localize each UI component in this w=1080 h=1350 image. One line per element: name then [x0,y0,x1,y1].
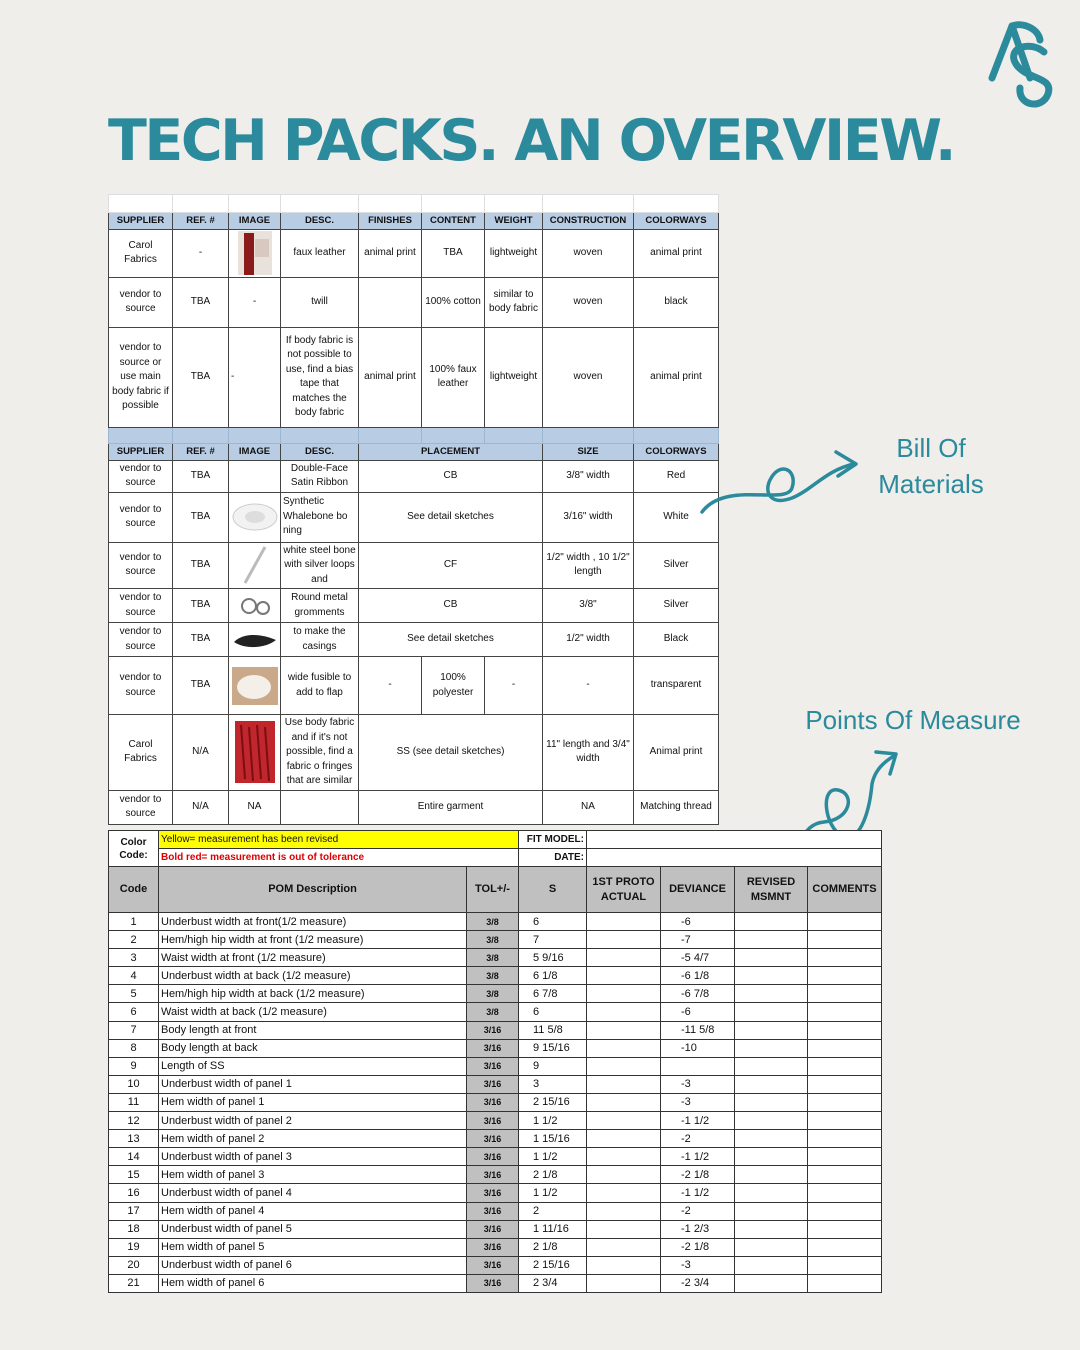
bom-top-strip [109,195,719,213]
bill-of-materials-annotation: Bill Of Materials [878,433,984,500]
pom-row: 15 Hem width of panel 3 3/16 2 1/8 -2 1/8 [109,1166,882,1184]
pom-row: 6 Waist width at back (1/2 measure) 3/8 6 -6 [109,1003,882,1021]
pom-row: 2 Hem/high hip width at front (1/2 measure) 3/8 7 -7 [109,931,882,949]
pom-row: 20 Underbust width of panel 6 3/16 2 15/16 -3 [109,1256,882,1274]
bom-row: vendor to source TBA - twill 100% cotton similar to body fabric woven black [109,277,719,327]
points-of-measure-annotation: Points Of Measure [805,705,1021,735]
bom-trim-row: vendor to source TBA to make the casings See detail sketches 1/2" width Black [109,623,719,657]
pom-row: 16 Underbust width of panel 4 3/16 1 1/2 -1 1/2 [109,1184,882,1202]
bom-arrow-icon [696,440,866,530]
pom-row: 11 Hem width of panel 1 3/16 2 15/16 -3 [109,1093,882,1111]
brand-logo-icon [982,18,1062,110]
pom-row: 4 Underbust width at back (1/2 measure) 3/8 6 1/8 -6 1/8 [109,967,882,985]
pom-row: 17 Hem width of panel 4 3/16 2 -2 [109,1202,882,1220]
casing-tape-image [229,623,281,657]
pom-row: 8 Body length at back 3/16 9 15/16 -10 [109,1039,882,1057]
whalebone-swatch-image [229,492,281,542]
bom-trim-row: vendor to source TBA Round metal gromments CB 3/8" Silver [109,589,719,623]
bill-of-materials-table [108,194,718,825]
pom-row: 1 Underbust width at front(1/2 measure) 3/8 6 -6 [109,913,882,931]
bom-trim-row: vendor to source TBA Synthetic Whalebone bo ning See detail sketches 3/16" width White [109,492,719,542]
bom-trim-row: Carol Fabrics N/A Use body fabric and if it's not possible, find a fabric o fringes that are similar SS (see detail sketches) 11" length and 3/4" width Animal print [109,715,719,791]
bom-row: vendor to source or use main body fabric if possible TBA - If body fabric is not possible to use, find a bias tape that matches the body fabric animal print 100% faux leather lightweight woven animal print [109,327,719,427]
pom-row: 12 Underbust width of panel 2 3/16 1 1/2 -1 1/2 [109,1112,882,1130]
points-of-measure-table [108,830,881,1293]
pom-row: 10 Underbust width of panel 1 3/16 3 -3 [109,1075,882,1093]
pom-row: 9 Length of SS 3/16 9 [109,1057,882,1075]
pom-row: 19 Hem width of panel 5 3/16 2 1/8 -2 1/8 [109,1238,882,1256]
page-title: TECH PACKS. AN OVERVIEW. [108,108,955,174]
pom-row: 18 Underbust width of panel 5 3/16 1 11/16 -1 2/3 [109,1220,882,1238]
out-of-tolerance-legend: Bold red= measurement is out of tolerance [159,849,519,867]
bom-trims-header-row: SUPPLIER REF. # IMAGE DESC. PLACEMENT SIZE COLORWAYS [109,443,719,460]
pom-row: 21 Hem width of panel 6 3/16 2 3/4 -2 3/4 [109,1274,882,1292]
bom-trim-row: vendor to source TBA wide fusible to add to flap - 100% polyester - - transparent [109,657,719,715]
revised-legend: Yellow= measurement has been revised [159,831,519,849]
faux-leather-swatch-image [229,229,281,277]
bom-header-row: SUPPLIER REF. # IMAGE DESC. FINISHES CONTENT WEIGHT CONSTRUCTION COLORWAYS [109,213,719,230]
fringe-fabric-image [229,715,281,791]
pom-row: 7 Body length at front 3/16 11 5/8 -11 5/8 [109,1021,882,1039]
bom-trim-row: vendor to source TBA Double-Face Satin Ribbon CB 3/8" width Red [109,460,719,492]
pom-row: 14 Underbust width of panel 3 3/16 1 1/2 -1 1/2 [109,1148,882,1166]
color-code-row: Color Code: Yellow= measurement has been revised FIT MODEL: [109,831,882,849]
pom-row: 13 Hem width of panel 2 3/16 1 15/16 -2 [109,1130,882,1148]
grommet-image [229,589,281,623]
pom-row: 3 Waist width at front (1/2 measure) 3/8 5 9/16 -5 4/7 [109,949,882,967]
pom-rows [109,913,882,1293]
pom-header-row: Code POM Description TOL+/- S 1ST PROTO ACTUAL DEVIANCE REVISED MSMNT COMMENTS [109,867,882,913]
fusible-roll-image [229,657,281,715]
bom-row: Carol Fabrics - faux leather animal print TBA lightweight woven animal print [109,229,719,277]
bom-trim-row: vendor to source TBA white steel bone with silver loops and CF 1/2" width , 10 1/2" length Silver [109,542,719,589]
bom-trim-row: vendor to source N/A NA Entire garment NA Matching thread [109,790,719,824]
pom-row: 5 Hem/high hip width at back (1/2 measure) 3/8 6 7/8 -6 7/8 [109,985,882,1003]
bom-section-divider [109,427,719,443]
color-code-row: Bold red= measurement is out of tolerance DATE: [109,849,882,867]
steel-bone-image [229,542,281,589]
